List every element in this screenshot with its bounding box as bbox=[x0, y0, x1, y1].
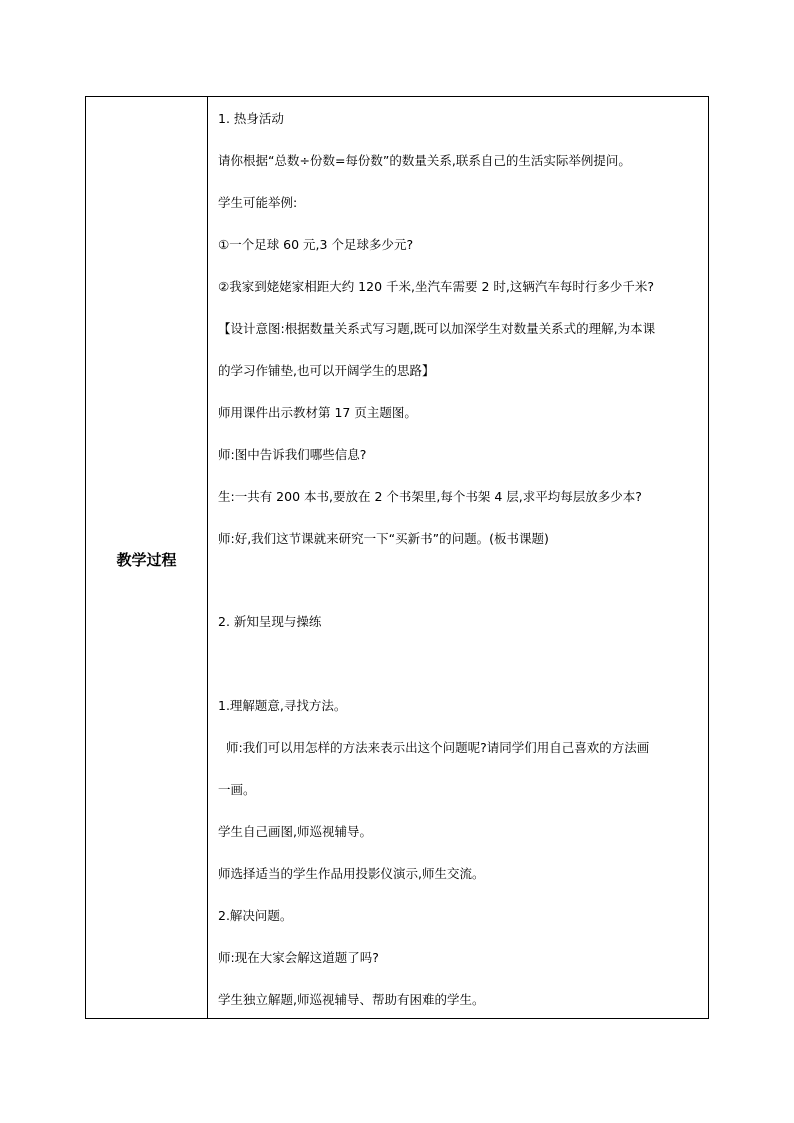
content-cell bbox=[208, 97, 709, 1019]
paragraph-line: 师选择适当的学生作品用投影仪演示,师生交流。 bbox=[218, 866, 485, 881]
heading-warmup: 1. 热身活动 bbox=[218, 111, 284, 126]
design-intent-line-1: 【设计意图:根据数量关系式写习题,既可以加深学生对数量关系式的理解,为本课 bbox=[218, 321, 656, 336]
label-cell bbox=[86, 97, 208, 1019]
subheading-understand: 1.理解题意,寻找方法。 bbox=[218, 698, 347, 713]
paragraph-line: 一画。 bbox=[218, 782, 256, 797]
example-item-2: ②我家到姥姥家相距大约 120 千米,坐汽车需要 2 时,这辆汽车每时行多少千米? bbox=[218, 279, 654, 294]
paragraph-line: 师:我们可以用怎样的方法来表示出这个问题呢?请同学们用自己喜欢的方法画 bbox=[218, 740, 650, 755]
paragraph-line: 师:图中告诉我们哪些信息? bbox=[218, 447, 367, 462]
section-label: 教学过程 bbox=[116, 551, 177, 569]
lesson-plan-table bbox=[85, 96, 709, 1019]
paragraph-line: 请你根据“总数÷份数=每份数”的数量关系,联系自己的生活实际举例提问。 bbox=[218, 153, 631, 168]
heading-new-knowledge: 2. 新知呈现与操练 bbox=[218, 614, 322, 629]
paragraph-line: 师用课件出示教材第 17 页主题图。 bbox=[218, 405, 417, 420]
table-row bbox=[86, 97, 709, 1019]
paragraph-line: 师:好,我们这节课就来研究一下“买新书”的问题。(板书课题) bbox=[218, 531, 549, 546]
design-intent-line-2: 的学习作铺垫,也可以开阔学生的思路】 bbox=[218, 363, 435, 378]
paragraph-line: 师:现在大家会解这道题了吗? bbox=[218, 950, 379, 965]
paragraph-line: 生:一共有 200 本书,要放在 2 个书架里,每个书架 4 层,求平均每层放多少本? bbox=[218, 489, 642, 504]
paragraph-line: 学生自己画图,师巡视辅导。 bbox=[218, 824, 372, 839]
subheading-solve: 2.解决问题。 bbox=[218, 908, 293, 923]
example-item-1: ①一个足球 60 元,3 个足球多少元? bbox=[218, 237, 414, 252]
paragraph-line: 学生可能举例: bbox=[218, 195, 298, 210]
paragraph-line: 学生独立解题,师巡视辅导、帮助有困难的学生。 bbox=[218, 992, 485, 1007]
